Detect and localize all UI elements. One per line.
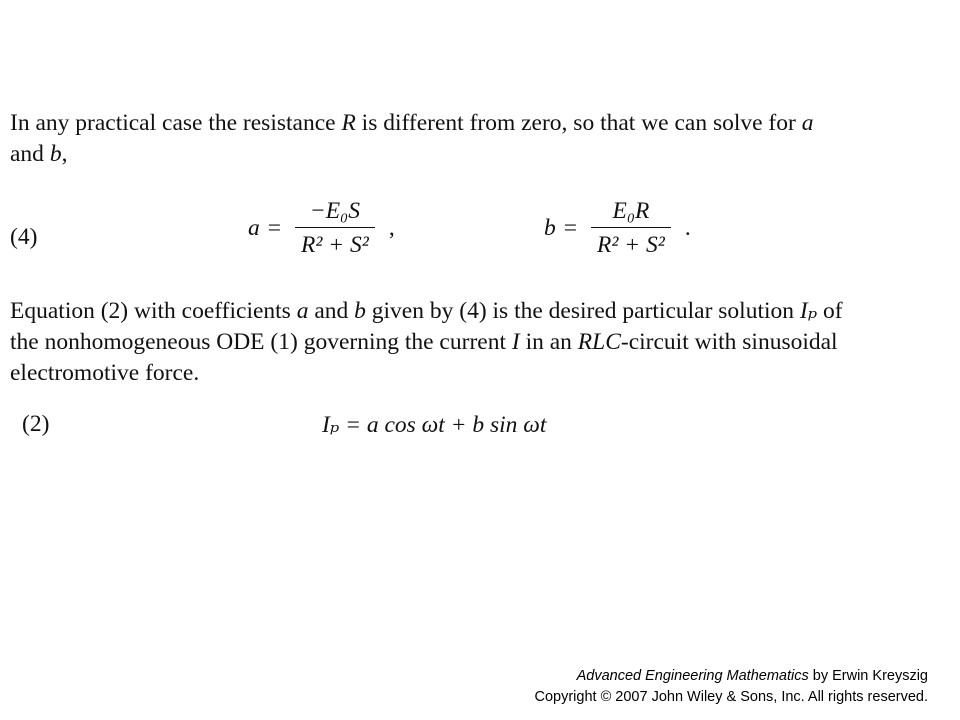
fraction-a-denominator: R² + S² — [295, 227, 375, 259]
text-segment: , — [61, 141, 68, 167]
equation-a — [248, 198, 395, 259]
text-segment: is different from zero, so that we can solve for — [355, 110, 802, 136]
variable-Ip: Iₚ — [799, 298, 818, 324]
fraction-b — [591, 198, 671, 259]
text-segment: electromotive force. — [10, 360, 200, 386]
text-segment: and — [308, 298, 355, 324]
paragraph-intro — [10, 108, 946, 170]
text-segment: the nonhomogeneous ODE (1) governing the current — [10, 329, 512, 355]
comma: , — [388, 215, 395, 241]
paragraph-solution — [10, 296, 946, 389]
fraction-b-numerator: E₀R — [612, 198, 650, 224]
equation-a-lhs: a — [248, 215, 260, 241]
fraction-b-denominator: R² + S² — [591, 227, 671, 259]
variable-a: a — [801, 110, 814, 136]
text-segment: Equation (2) with coefficients — [10, 298, 297, 324]
variable-b: b — [354, 298, 366, 324]
variable-I: I — [511, 329, 520, 355]
equation-number-4: (4) — [10, 224, 38, 250]
variable-b: b — [49, 141, 62, 167]
text-segment: -circuit with sinusoidal — [620, 329, 838, 355]
equation-particular-solution: Iₚ = a cos ωt + b sin ωt — [322, 412, 547, 438]
author: by Erwin Kreyszig — [808, 668, 928, 684]
text-segment: in an — [519, 329, 578, 355]
text-segment: of — [817, 298, 843, 324]
equation-number-2: (2) — [22, 411, 50, 437]
variable-a: a — [296, 298, 309, 324]
footer-credit — [328, 668, 928, 684]
text-segment: given by (4) is the desired particular solution — [365, 298, 800, 324]
fraction-a-numerator: −E₀S — [309, 198, 360, 224]
text-segment: and — [10, 141, 50, 167]
equals-sign: = — [563, 215, 578, 241]
fraction-a — [295, 198, 375, 259]
equation-b — [544, 198, 691, 259]
variable-RLC: RLC — [577, 329, 621, 355]
equals-sign: = — [267, 215, 282, 241]
book-title: Advanced Engineering Mathematics — [576, 668, 809, 684]
text-segment: In any practical case the resistance — [10, 110, 342, 136]
equation-b-lhs: b — [544, 215, 556, 241]
footer-copyright: Copyright © 2007 John Wiley & Sons, Inc. All rights reserved. — [534, 689, 928, 705]
period: . — [684, 215, 691, 241]
variable-R: R — [341, 110, 356, 136]
